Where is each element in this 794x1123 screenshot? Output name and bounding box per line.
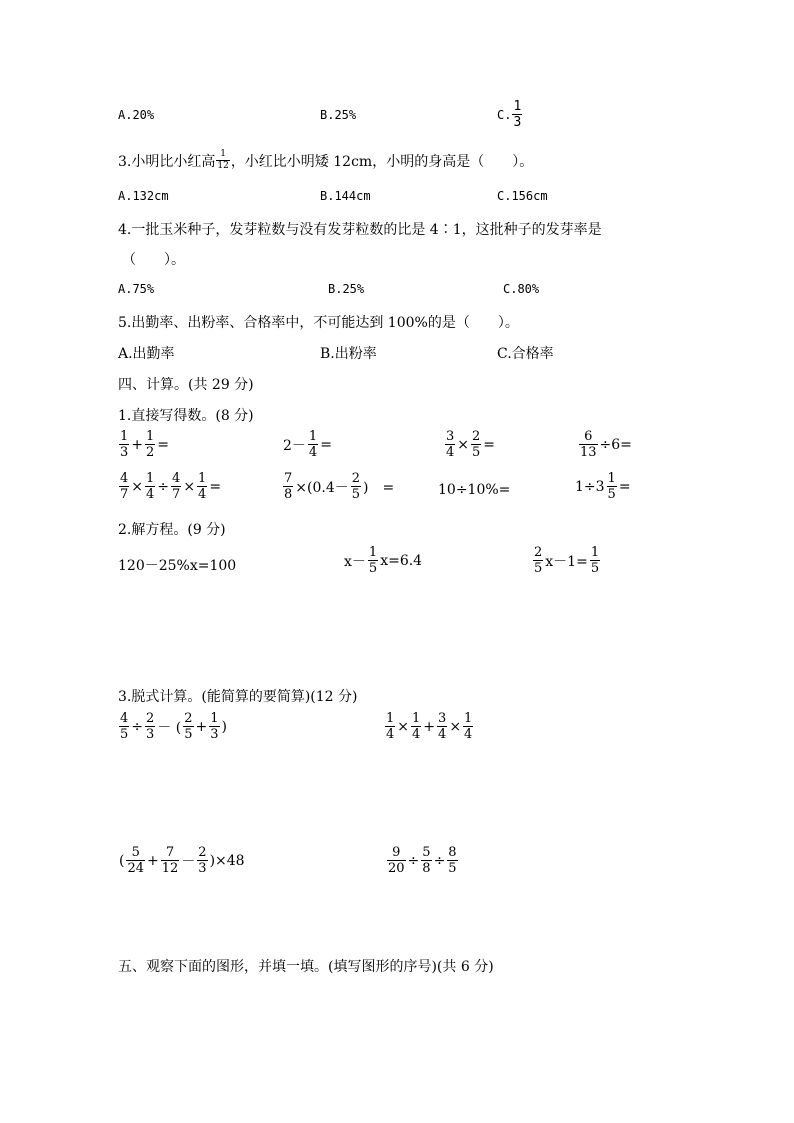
numerator: 5 <box>131 845 140 860</box>
question-5: 5.出勤率、出粉率、合格率中，不可能达到 100%的是（ ）。 <box>118 315 519 331</box>
math-text: × <box>397 718 410 735</box>
denominator: 12 <box>161 861 179 876</box>
fraction <box>351 472 361 501</box>
question-3 <box>118 150 533 171</box>
numerator: 1 <box>368 545 378 560</box>
denominator: 4 <box>438 727 447 742</box>
numerator: 4 <box>172 471 181 486</box>
fraction <box>368 546 378 575</box>
fraction <box>119 430 129 459</box>
equation-1: 120－25%x=100 <box>118 558 237 574</box>
numerator: 1 <box>386 711 395 726</box>
denominator: 5 <box>448 861 457 876</box>
calc-item-6 <box>282 472 395 501</box>
math-text: = <box>157 436 170 453</box>
calc-item-7: 10÷10%= <box>438 482 511 498</box>
numerator: 2 <box>534 545 543 560</box>
fraction <box>387 846 406 875</box>
math-text: ÷ <box>407 852 420 869</box>
denominator: 5 <box>184 727 193 742</box>
calc-item-1 <box>118 430 170 459</box>
numerator: 1 <box>198 471 207 486</box>
numerator: 1 <box>120 429 129 444</box>
numerator: 1 <box>607 471 616 486</box>
denominator: 4 <box>308 445 318 460</box>
numerator: 7 <box>165 845 175 860</box>
q2-option-a: A.20% <box>118 108 155 122</box>
numerator: 5 <box>422 845 431 860</box>
fraction <box>512 100 522 129</box>
math-text: ÷ <box>433 852 446 869</box>
question-4-line2: （ ）。 <box>122 252 185 268</box>
calc-item-5 <box>118 472 222 501</box>
fraction <box>471 430 481 459</box>
numerator: 1 <box>146 429 155 444</box>
fraction <box>119 712 129 741</box>
math-text: × <box>457 436 470 453</box>
fraction <box>607 472 617 501</box>
math-text: ÷ <box>157 478 170 495</box>
math-text: x－ <box>344 553 366 570</box>
fraction <box>209 712 219 741</box>
numerator: 6 <box>584 429 593 444</box>
q5-option-a: A.出勤率 <box>118 346 175 362</box>
math-text: ÷6= <box>599 436 632 453</box>
math-text: ×(0.4－ <box>295 479 349 496</box>
equation-3 <box>532 546 601 575</box>
q5-option-c: C.合格率 <box>497 346 554 362</box>
denominator: 3 <box>120 445 129 460</box>
math-text: + <box>131 436 144 453</box>
denominator: 4 <box>146 487 155 502</box>
math-text: x=6.4 <box>380 552 423 569</box>
denominator: 8 <box>422 861 431 876</box>
fraction <box>197 846 207 875</box>
denominator: 4 <box>446 445 455 460</box>
question-4-line1: 4.一批玉米种子，发芽粒数与没有发芽粒数的比是 4∶1，这批种子的发芽率是 <box>118 222 602 238</box>
section-5-title: 五、观察下面的图形，并填一填。(填写图形的序号)(共 6 分) <box>118 959 494 975</box>
step-calc-2 <box>384 712 474 741</box>
subsection-2-title: 2.解方程。(9 分) <box>118 522 226 538</box>
fraction <box>445 430 455 459</box>
math-text: = <box>209 478 222 495</box>
calc-item-4 <box>578 430 633 459</box>
denominator: 12 <box>217 161 229 171</box>
math-text: － ( <box>157 719 182 736</box>
section-4-title: 四、计算。(共 29 分) <box>118 377 254 393</box>
fraction <box>145 472 155 501</box>
calc-item-8 <box>574 472 632 501</box>
fraction <box>145 712 155 741</box>
fraction <box>183 712 193 741</box>
calc-item-2 <box>282 430 333 459</box>
fraction <box>385 712 395 741</box>
fraction <box>421 846 431 875</box>
numerator: 1 <box>308 429 318 444</box>
numerator: 2 <box>351 471 361 486</box>
denominator: 5 <box>120 727 129 742</box>
fraction <box>590 546 600 575</box>
option-prefix: C. <box>497 107 512 122</box>
math-text: 2－ <box>283 437 306 454</box>
numerator: 7 <box>284 471 293 486</box>
math-text: = <box>483 436 496 453</box>
denominator: 3 <box>146 727 155 742</box>
fraction <box>411 712 421 741</box>
math-text: ) <box>221 718 227 735</box>
math-text: )×48 <box>209 852 245 869</box>
q3-option-a: A.132cm <box>118 189 169 203</box>
math-text: = <box>320 436 332 453</box>
denominator: 8 <box>284 487 293 502</box>
denominator: 5 <box>472 445 481 460</box>
denominator: 13 <box>580 445 597 460</box>
math-text: = <box>618 478 631 495</box>
fraction <box>197 472 207 501</box>
calc-item-3 <box>444 430 496 459</box>
math-text: × <box>183 478 196 495</box>
step-calc-1 <box>118 712 228 741</box>
step-calc-3 <box>118 846 246 875</box>
q4-option-c: C.80% <box>503 282 540 296</box>
denominator: 4 <box>386 727 395 742</box>
subsection-3-title: 3.脱式计算。(能简算的要简算)(12 分) <box>118 689 358 705</box>
denominator: 5 <box>607 487 616 502</box>
equation-2 <box>343 546 423 575</box>
denominator: 20 <box>388 861 405 876</box>
denominator: 4 <box>412 727 421 742</box>
denominator: 5 <box>368 561 378 576</box>
math-text: ) = <box>363 479 395 496</box>
fraction <box>308 430 318 459</box>
fraction <box>119 472 129 501</box>
numerator: 2 <box>184 711 193 726</box>
fraction <box>437 712 447 741</box>
q4-option-b: B.25% <box>328 282 365 296</box>
numerator: 1 <box>590 545 600 560</box>
math-text: + <box>195 718 208 735</box>
numerator: 4 <box>120 471 129 486</box>
fraction <box>126 846 145 875</box>
denominator: 3 <box>513 115 522 130</box>
q3-option-b: B.144cm <box>320 189 371 203</box>
math-text: ( <box>119 852 125 869</box>
numerator: 2 <box>472 429 481 444</box>
numerator: 1 <box>464 711 473 726</box>
q3-option-c: C.156cm <box>497 189 548 203</box>
math-text: × <box>449 718 462 735</box>
q4-option-a: A.75% <box>118 282 155 296</box>
question-text: 3.小明比小红高 <box>118 153 216 170</box>
numerator: 1 <box>146 471 155 486</box>
numerator: 1 <box>210 711 219 726</box>
q2-option-b: B.25% <box>320 108 357 122</box>
fraction <box>447 846 457 875</box>
numerator: 3 <box>438 711 447 726</box>
denominator: 24 <box>127 861 145 876</box>
denominator: 5 <box>590 561 600 576</box>
fraction <box>216 150 229 171</box>
math-text: × <box>131 478 144 495</box>
question-text: ，小红比小明矮 12cm，小明的身高是（ ）。 <box>230 153 534 170</box>
denominator: 5 <box>534 561 543 576</box>
denominator: 4 <box>198 487 207 502</box>
denominator: 2 <box>146 445 155 460</box>
fraction <box>579 430 598 459</box>
fraction <box>283 472 293 501</box>
numerator: 2 <box>146 711 155 726</box>
numerator: 1 <box>220 149 226 159</box>
fraction <box>145 430 155 459</box>
math-text: － <box>181 853 196 870</box>
numerator: 8 <box>448 845 457 860</box>
numerator: 4 <box>120 711 129 726</box>
fraction <box>171 472 181 501</box>
numerator: 9 <box>392 845 401 860</box>
numerator: 1 <box>412 711 421 726</box>
denominator: 7 <box>172 487 181 502</box>
fraction <box>463 712 473 741</box>
subsection-1-title: 1.直接写得数。(8 分) <box>118 408 254 424</box>
math-text: 1÷3 <box>575 478 605 495</box>
math-text: + <box>147 852 159 869</box>
math-text: ÷ <box>131 718 144 735</box>
fraction <box>161 846 180 875</box>
denominator: 3 <box>198 861 207 876</box>
numerator: 2 <box>198 845 207 860</box>
q5-option-b: B.出粉率 <box>320 346 377 362</box>
math-text: + <box>423 718 436 735</box>
fraction <box>533 546 543 575</box>
denominator: 4 <box>464 727 473 742</box>
math-text: x－1= <box>545 553 588 570</box>
numerator: 3 <box>446 429 455 444</box>
denominator: 7 <box>120 487 129 502</box>
q2-option-c <box>497 100 523 129</box>
denominator: 3 <box>210 727 219 742</box>
denominator: 5 <box>351 487 361 502</box>
step-calc-4 <box>386 846 459 875</box>
numerator: 1 <box>513 99 522 114</box>
